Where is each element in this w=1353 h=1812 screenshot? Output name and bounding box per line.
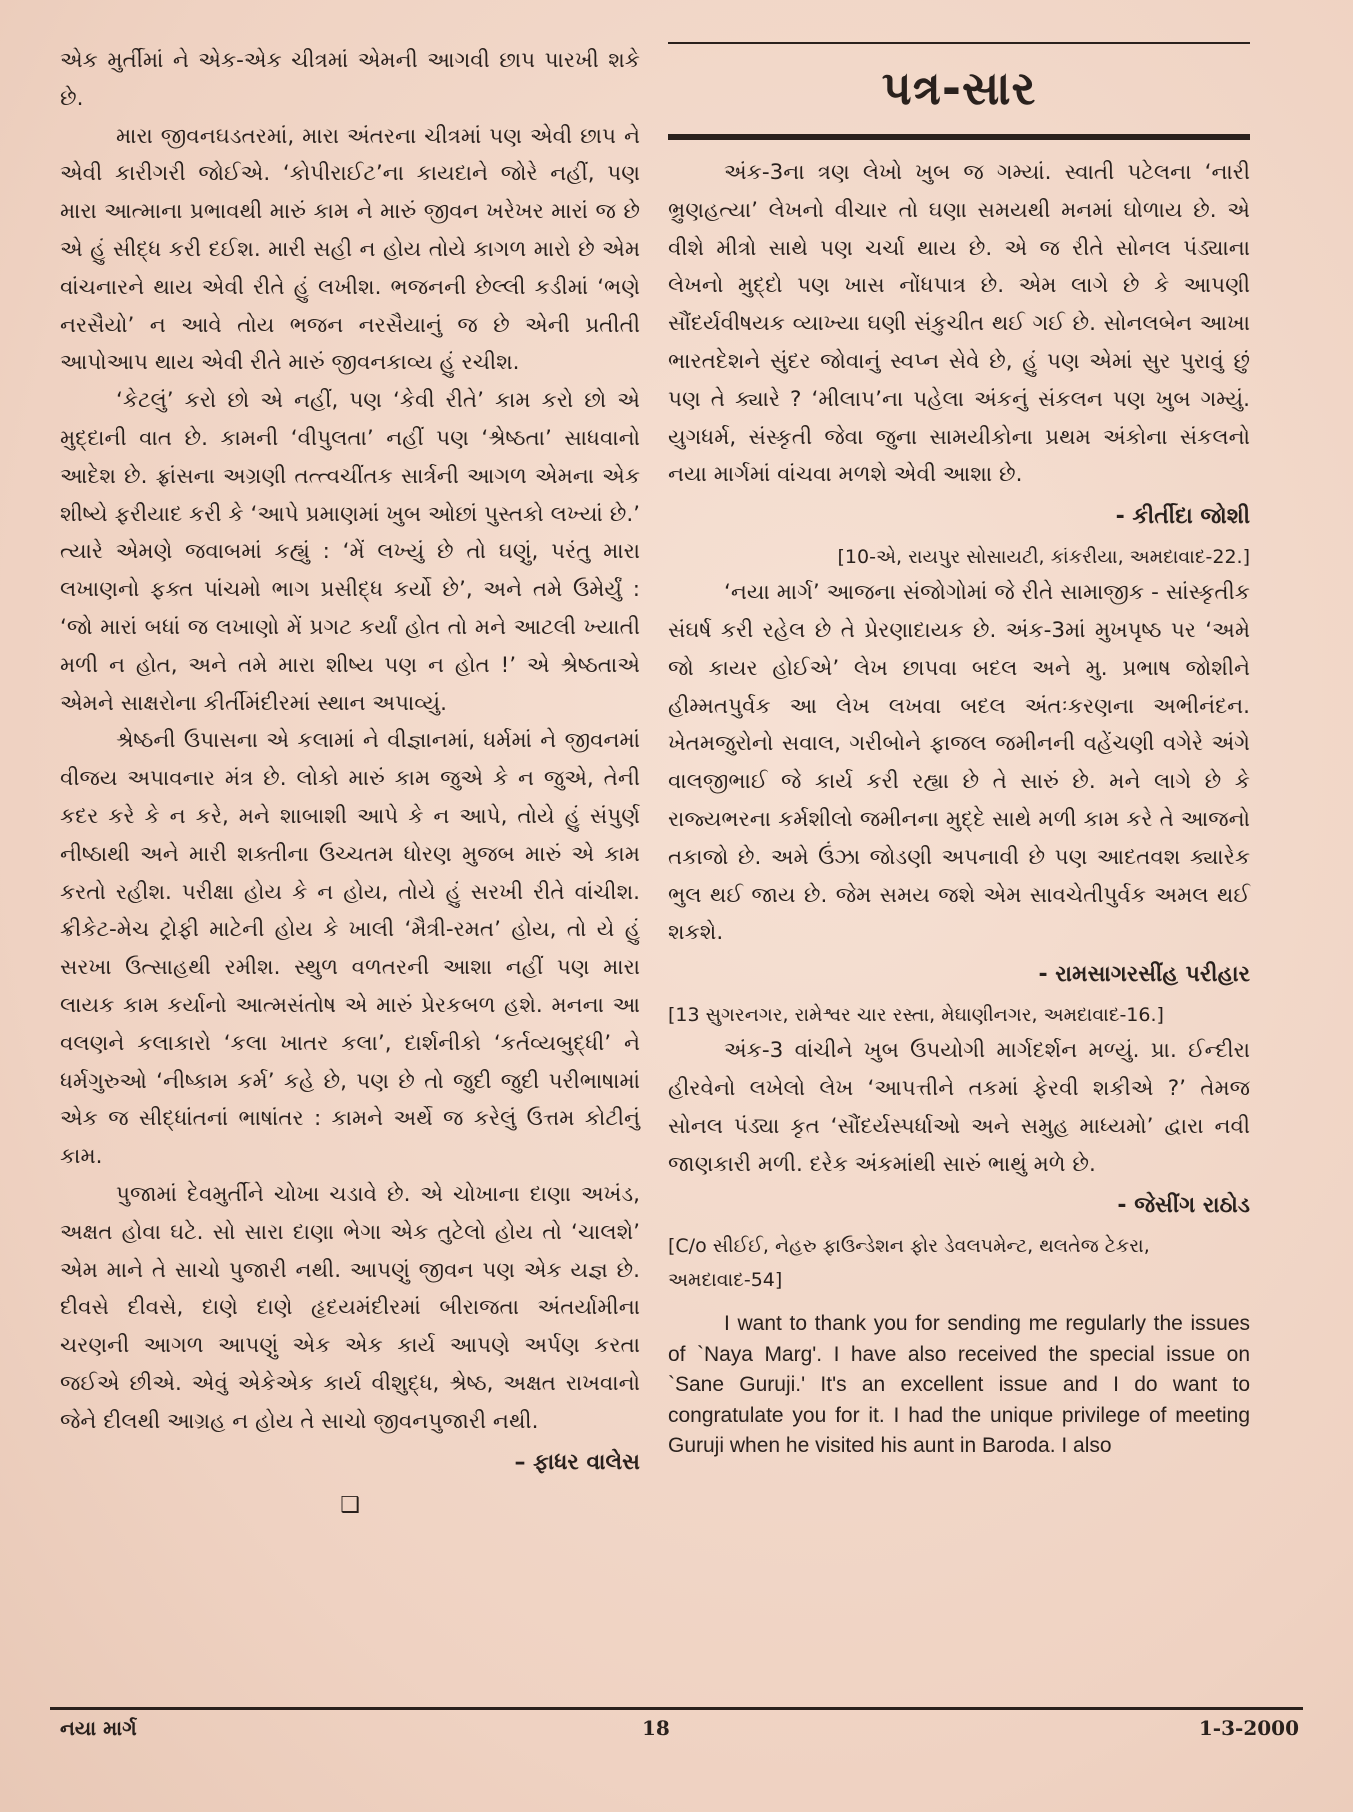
- letter-signature: - કીર્તીદા જોશી: [1115, 504, 1250, 530]
- letter-signature: - રામસાગરસીંહ પરીહાર: [1038, 962, 1250, 988]
- title-top-rule: [668, 42, 1250, 44]
- article-column: [60, 42, 640, 1524]
- article-paragraph: ‘કેટલું’ કરો છો એ નહીં, પણ ‘કેવી રીતે’ કામ કરો છો એ મુદ્દાની વાત છે. કામની ‘વીપુલતા’ નહીં પણ ‘શ્રેષ્ઠતા’ સાધવાનો આદેશ છે. ફ્રાંસના અગ્રણી તત્ત્વચીંતક સાર્ત્રની આગળ એમના એક શીષ્યે ફરીયાદ કરી કે ‘આપે પ્રમાણમાં ખુબ ઓછાં પુસ્તકો લખ્યાં છે.’ ત્યારે એમણે જવાબમાં કહ્યું : ‘મેં લખ્યું છે તો ઘણું, પરંતુ મારા લખાણનો ફક્ત પાંચમો ભાગ પ્રસીદ્ધ કર્યો છે’, અને તમે ઉમેર્યું : ‘જો મારાં બધાં જ લખાણો મેં પ્રગટ કર્યાં હોત તો મને આટલી ખ્યાતી મળી ન હોત, અને તમે મારા શીષ્ય પણ ન હોત !’ એ શ્રેષ્ઠતાએ એમને સાક્ષરોના કીર્તીમંદીરમાં સ્થાન અપાવ્યું.: [60, 388, 640, 716]
- letter-address: [C/o સીઈઈ, નેહરુ ફાઉન્ડેશન ફોર ડેવલપમેન્ટ, થલતેજ ટેકરા, અમદાવાદ-54]: [668, 1235, 1150, 1292]
- article-paragraph: શ્રેષ્ઠની ઉપાસના એ કલામાં ને વીજ્ઞાનમાં, ધર્મમાં ને જીવનમાં વીજય અપાવનાર મંત્ર છે. લોકો મારું કામ જુએ કે ન જુએ, તેની કદર કરે કે ન કરે, મને શાબાશી આપે કે ન આપે, તોયે હું સંપુર્ણ નીષ્ઠાથી અને મારી શક્તીના ઉચ્ચતમ ધોરણ મુજબ મારું એ કામ કરતો રહીશ. પરીક્ષા હોય કે ન હોય, તોયે હું સરખી રીતે વાંચીશ. ક્રીકેટ-મેચ ટ્રોફી માટેની હોય કે ખાલી ‘મૈત્રી-રમત’ હોય, તો યે હું સરખા ઉત્સાહથી રમીશ. સ્થુળ વળતરની આશા નહીં પણ મારા લાયક કામ કર્યાનો આત્મસંતોષ એ મારું પ્રેરકબળ હશે. મનના આ વલણને કલાકારો ‘કલા ખાતર કલા’, દાર્શનીકો ‘કર્તવ્યબુદ્ધી’ ને ધર્મગુરુઓ ‘નીષ્કામ કર્મ’ કહે છે, પણ છે તો જુદી જુદી પરીભાષામાં એક જ સીદ્ધાંતનાં ભાષાંતર : કામને અર્થે જ કરેલું ઉત્તમ કોટીનું કામ.: [60, 728, 640, 1170]
- end-of-article-mark: ❑: [340, 1493, 360, 1519]
- letter-signature: - જેસીંગ રાઠોડ: [1117, 1193, 1250, 1219]
- letter-address: [10-એ, રાયપુર સોસાયટી, કાંકરીયા, અમદાવાદ-22.]: [837, 546, 1250, 569]
- footer-date: 1-3-2000: [1198, 1716, 1299, 1740]
- letter-body: ‘નયા માર્ગ’ આજના સંજોગોમાં જે રીતે સામાજીક - સાંસ્કૃતીક સંઘર્ષ કરી રહેલ છે તે પ્રેરણાદાયક છે. અંક-3માં મુખપૃષ્ઠ પર ‘અમે જો કાયર હોઈએ’ લેખ છાપવા બદલ અને મુ. પ્રભાષ જોશીને હીમ્મતપુર્વક આ લેખ લખવા બદલ અંતઃકરણના અભીનંદન. ખેતમજુરોનો સવાલ, ગરીબોને ફાજલ જમીનની વહેંચણી વગેરે અંગે વાલજીભાઈ જે કાર્ય કરી રહ્યા છે તે સારું છે. મને લાગે છે કે રાજ્યભરના કર્મશીલો જમીનના મુદ્દે સાથે મળી કામ કરે તે આજનો તકાજો છે. અમે ઉંઝા જોડણી અપનાવી છે પણ આદતવશ ક્યારેક ભુલ થઈ જાય છે. જેમ સમય જશે એમ સાવચેતીપુર્વક અમલ થઈ શકશે.: [668, 580, 1250, 946]
- article-author: – ફાધર વાલેસ: [514, 1450, 640, 1476]
- footer-rule: [50, 1707, 1303, 1710]
- article-paragraph: પુજામાં દેવમુર્તીને ચોખા ચડાવે છે. એ ચોખાના દાણા અખંડ, અક્ષત હોવા ઘટે. સો સારા દાણા ભેગા એક તુટેલો હોય તો ‘ચાલશે’ એમ માને તે સાચો પુજારી નથી. આપણું જીવન પણ એક યજ્ઞ છે. દીવસે દીવસે, દાણે દાણે હૃદયમંદીરમાં બીરાજતા અંતર્યામીના ચરણની આગળ આપણું એક એક કાર્ય આપણે અર્પણ કરતા જઈએ છીએ. એવું એકેએક કાર્ય વીશુદ્ધ, શ્રેષ્ઠ, અક્ષત રાખવાનો જેને દીલથી આગ્રહ ન હોય તે સાચો જીવનપુજારી નથી.: [60, 1181, 640, 1434]
- english-letter-body: I want to thank you for sending me regularly the issues of `Naya Marg'. I have also received the special issue on `Sane Guruji.' It's an excellent issue and I do want to congratulate you for it. I had the unique privilege of meeting Guruji when he visited his aunt in Baroda. I also: [668, 1312, 1250, 1458]
- letter-address: [13 સુગરનગર, રામેશ્વર ચાર રસ્તા, મેઘાણીનગર, અમદાવાદ-16.]: [668, 1004, 1164, 1027]
- article-paragraph: એક મુર્તીમાં ને એક-એક ચીત્રમાં એમની આગવી છાપ પારખી શકે છે.: [60, 48, 640, 111]
- letter-body: અંક-3ના ત્રણ લેખો ખુબ જ ગમ્યાં. સ્વાતી પટેલના ‘નારી ભ્રુણહત્યા’ લેખનો વીચાર તો ઘણા સમયથી મનમાં ઘોળાય છે. એ વીશે મીત્રો સાથે પણ ચર્ચા થાય છે. એ જ રીતે સોનલ પંડ્યાના લેખનો મુદ્દો પણ ખાસ નોંધપાત્ર છે. એમ લાગે છે કે આપણી સૌંદર્યવીષયક વ્યાખ્યા ઘણી સંકુચીત થઈ ગઈ છે. સોનલબેન આખા ભારતદેશને સુંદર જોવાનું સ્વપ્ન સેવે છે, હું પણ એમાં સુર પુરાવું છું પણ તે ક્યારે ? ‘મીલાપ’ના પહેલા અંકનું સંકલન પણ ખુબ ગમ્યું. યુગધર્મ, સંસ્કૃતી જેવા જુના સામયીકોના પ્રથમ અંકોના સંકલનો નયા માર્ગમાં વાંચવા મળશે એવી આશા છે.: [668, 160, 1250, 488]
- page-footer: [50, 1716, 1303, 1756]
- letters-column: [668, 42, 1250, 1462]
- footer-magazine-name: નયા માર્ગ: [60, 1716, 137, 1740]
- article-paragraph: મારા જીવનઘડતરમાં, મારા અંતરના ચીત્રમાં પણ એવી છાપ ને એવી કારીગરી જોઈએ. ‘કોપીરાઈટ’ના કાયદાને જોરે નહીં, પણ મારા આત્માના પ્રભાવથી મારું કામ ને મારું જીવન ખરેખર મારાં જ છે એ હું સીદ્ધ કરી દઈશ. મારી સહી ન હોય તોયે કાગળ મારો છે એમ વાંચનારને થાય એવી રીતે હું લખીશ. ભજનની છેલ્લી કડીમાં ‘ભણે નરસૈયો’ ન આવે તોય ભજન નરસૈયાનું જ છે એની પ્રતીતી આપોઆપ થાય એવી રીતે મારું જીવનકાવ્ય હું રચીશ.: [60, 123, 640, 376]
- footer-page-number: 18: [642, 1716, 670, 1740]
- section-title: પત્ર-સાર: [881, 61, 1037, 115]
- letter-body: અંક-3 વાંચીને ખુબ ઉપયોગી માર્ગદર્શન મળ્યું. પ્રા. ઈન્દીરા હીરવેનો લખેલો લેખ ‘આપત્તીને તકમાં ફેરવી શકીએ ?’ તેમજ સોનલ પંડ્યા કૃત ‘સૌંદર્યસ્પર્ધાઓ અને સમુહ માધ્યમો’ દ્વારા નવી જાણકારી મળી. દરેક અંકમાંથી સારું ભાથું મળે છે.: [668, 1038, 1250, 1177]
